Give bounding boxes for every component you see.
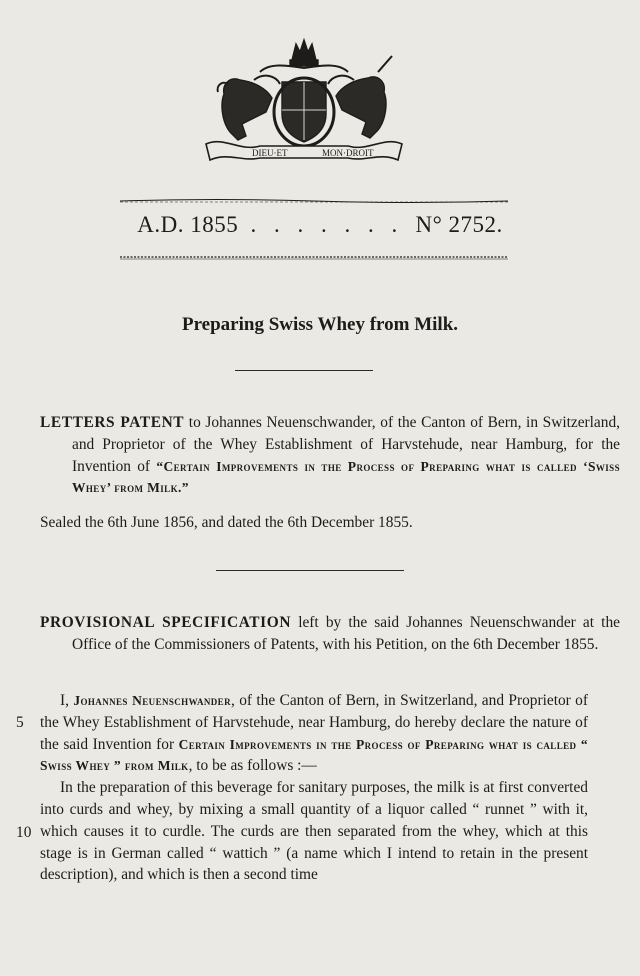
provisional-lead: PROVISIONAL SPECIFICATION <box>40 614 292 631</box>
specification-body <box>40 690 588 886</box>
body-paragraph-1 <box>40 690 588 777</box>
p1-invention-title: Certain Improvements in the Process of Preparing what is called “ Swiss Whey ” from Milk <box>40 736 588 774</box>
patent-year: A.D. 1855 <box>137 212 239 237</box>
letters-patent-lead: LETTERS PATENT <box>40 414 185 431</box>
divider-1 <box>235 370 373 371</box>
royal-coat-of-arms-icon <box>200 32 408 164</box>
divider-2 <box>216 570 404 571</box>
leader-dots: . . . . . . . <box>250 212 404 237</box>
motto-left: DIEU·ET <box>252 148 288 158</box>
p1-end: , to be as follows :— <box>188 757 317 775</box>
invention-title: “Certain Improvements in the Process of Preparing what is called ‘Swiss Whey’ from Milk.” <box>72 458 620 496</box>
ornamental-rule-top <box>120 198 508 204</box>
line-number-5: 5 <box>16 714 24 731</box>
motto-right: MON·DROIT <box>322 148 374 158</box>
provisional-paragraph <box>40 612 620 656</box>
sealed-line: Sealed the 6th June 1856, and dated the 6th December 1855. <box>40 514 413 531</box>
letters-patent-text: to Johannes Neuenschwander, of the Canton of Bern, in Switzerland, and Proprietor of the Whey Establishment of Harvstehude, near Hamburg, for the Invention of <box>72 414 621 475</box>
p1-start: I, <box>60 692 74 709</box>
page-title: Preparing Swiss Whey from Milk. <box>181 314 459 335</box>
letters-patent-paragraph <box>40 412 620 499</box>
p1-middle: , of the Canton of Bern, in Switzerland, and Proprietor of the Whey Establishment of Harvstehude, near Hamburg, do hereby declare the nature of the said Invention for <box>40 692 588 753</box>
inventor-name: Johannes Neuenschwander <box>73 693 231 708</box>
ornamental-rule-bottom <box>120 254 508 260</box>
body-paragraph-2: In the preparation of this beverage for sanitary purposes, the milk is at first converted into curds and whey, by mixing a small quantity of a liquor called “ runnet ” with it, which causes it to curdle. The curds are then separated from the whey, which at this stage is in German called “ wattich ” (a name which I intend to retain in the present description), and which is then a second time <box>40 779 588 884</box>
patent-number: N° 2752. <box>415 212 503 237</box>
provisional-text: left by the said Johannes Neuenschwander at the Office of the Commissioners of Patents, with his Petition, on the 6th December 1855. <box>72 614 620 653</box>
patent-number-line <box>0 212 640 238</box>
line-number-10: 10 <box>16 824 32 841</box>
